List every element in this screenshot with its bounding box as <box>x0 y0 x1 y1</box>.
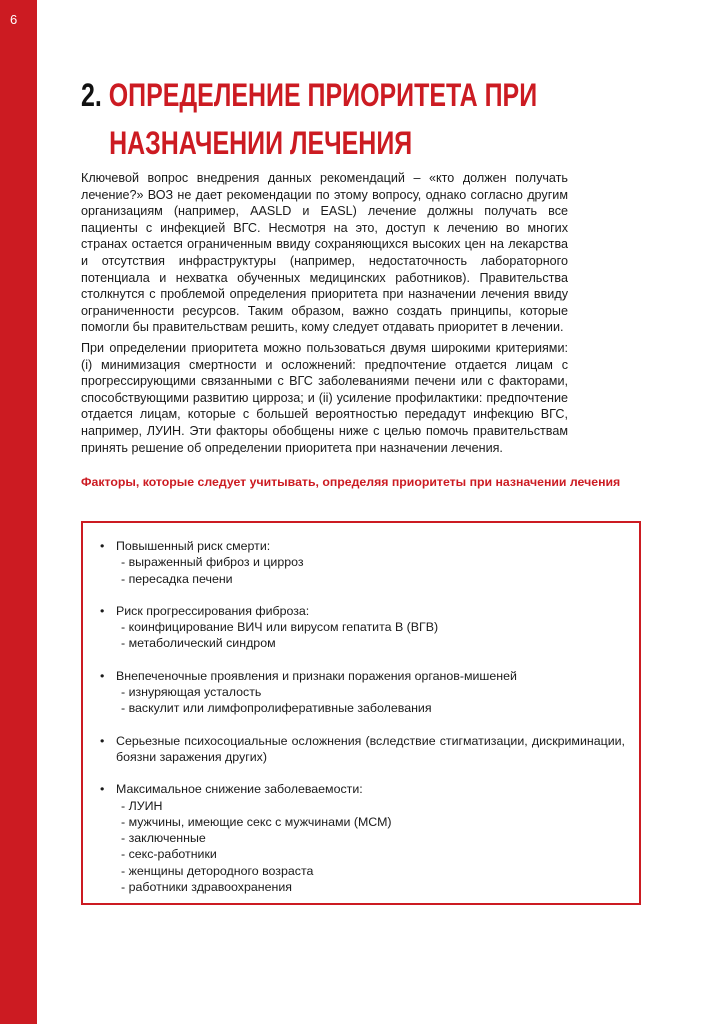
factor-label: Серьезные психосоциальные осложнения (вследствие стигматизации, дискриминации, боязни заражения других) <box>116 733 625 764</box>
factor-subitem: - секс-работники <box>121 847 217 862</box>
bullet: • <box>100 539 105 553</box>
factor-label: Внепеченочные проявления и признаки поражения органов-мишеней <box>116 668 517 683</box>
factor-subitem: - работники здравоохранения <box>121 880 292 895</box>
factor-subitem: - изнуряющая усталость <box>121 685 262 700</box>
factors-list <box>100 538 625 895</box>
factor-label: Максимальное снижение заболеваемости: <box>116 782 363 797</box>
page-number: 6 <box>10 12 18 27</box>
bullet: • <box>100 603 105 618</box>
bullet: • <box>100 782 105 797</box>
factor-subitem: - выраженный фиброз и цирроз <box>121 555 304 570</box>
paragraph: При определении приоритета можно пользоваться двумя широкими критериями: (i) минимизация смертности и осложнений: предпочтение отдается лицам с прогрессирующими связанными с ВГС заболеваниями печени или с факторами, способствующими развитию цирроза; и (ii) усиление профилактики: предпочтение отдается лицам, которые с большей вероятностью передадут инфекцию ВГС, например, ЛУИН. Эти факторы обобщены ниже с целью помочь правительствам принять решение об определении приоритета при назначении лечения. <box>81 340 568 455</box>
paragraph: Ключевой вопрос внедрения данных рекомендаций – «кто должен получать лечение?» ВОЗ не дает рекомендации по этому вопросу, однако согласно другим организациям (например, AASLD и EASL) лечение должны получать все пациенты с инфекцией ВГС. Несмотря на это, доступ к лечению во многих странах остается ограниченным ввиду сохраняющихся высоких цен на лекарства и отсутствия инфраструктуры (например, недостаточность лабораторного потенциала и нехватка обученных медицинских работников). Правительства столкнутся с проблемой определения приоритета при назначении лечения ввиду ограниченности ресурсов. Таким образом, важно создать принципы, которые помогли бы правительствам решить, кому следует отдавать приоритет в лечении. <box>81 171 568 335</box>
factor-item <box>100 603 625 652</box>
section-title-line2: НАЗНАЧЕНИИ ЛЕЧЕНИЯ <box>109 125 413 161</box>
factor-subitem: - коинфицирование ВИЧ или вирусом гепатита В (ВГВ) <box>121 620 439 635</box>
factor-subitem: - метаболический синдром <box>121 636 276 651</box>
section-number: 2. <box>81 77 102 113</box>
bullet: • <box>100 668 105 683</box>
factors-heading: Факторы, которые следует учитывать, определяя приоритеты при назначении лечения <box>81 475 621 489</box>
section-heading <box>81 74 549 164</box>
bullet: • <box>100 733 105 748</box>
factor-subitem: - заключенные <box>121 831 206 846</box>
factor-subitem: - васкулит или лимфопролиферативные заболевания <box>121 701 432 716</box>
factor-item <box>100 538 625 587</box>
factor-label: Повышенный риск смерти: <box>116 539 271 553</box>
body-text <box>81 170 568 460</box>
factor-label: Риск прогрессирования фиброза: <box>116 603 310 618</box>
factor-item <box>100 733 625 766</box>
red-sidebar <box>0 0 37 1024</box>
factor-item <box>100 668 625 717</box>
factor-item <box>100 781 625 895</box>
factor-subitem: - ЛУИН <box>121 798 163 813</box>
factor-subitem: - пересадка печени <box>121 571 233 586</box>
factor-subitem: - женщины детородного возраста <box>121 863 314 878</box>
factor-subitem: - мужчины, имеющие секс с мужчинами (МСМ) <box>121 814 392 829</box>
section-title-line1: ОПРЕДЕЛЕНИЕ ПРИОРИТЕТА ПРИ <box>108 77 538 113</box>
